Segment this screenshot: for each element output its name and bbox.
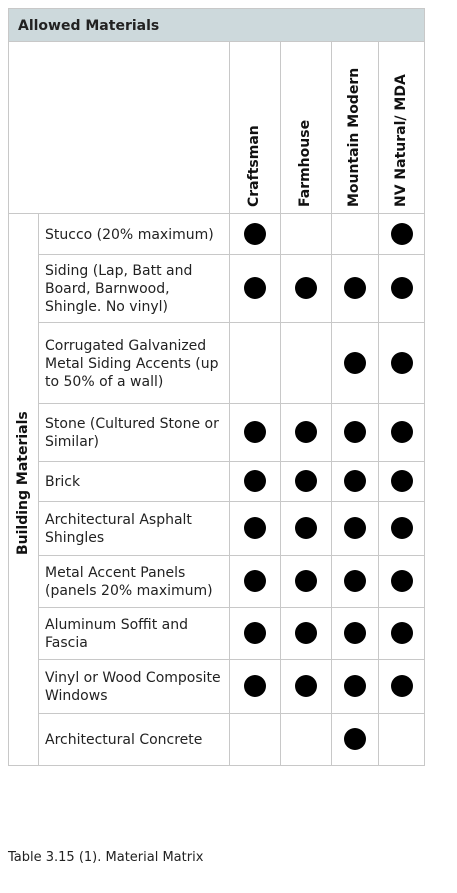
row-divider-4 (38, 501, 425, 502)
category-label: Building Materials (15, 411, 31, 555)
allowed-dot (244, 421, 266, 443)
allowed-dot (344, 517, 366, 539)
allowed-dot (344, 470, 366, 492)
row-label: Stone (Cultured Stone or Similar) (45, 416, 219, 450)
column-header: Mountain Modern (345, 67, 362, 207)
allowed-dot (244, 223, 266, 245)
row-label: Corrugated Galvanized Metal Siding Accents (up to 50% of a wall) (45, 337, 219, 390)
allowed-dot (391, 675, 413, 697)
table-border-bottom (8, 765, 425, 766)
allowed-dot (344, 277, 366, 299)
allowed-dot (391, 277, 413, 299)
row-divider-8 (38, 713, 425, 714)
row-divider-0 (38, 254, 425, 255)
allowed-dot (344, 622, 366, 644)
row-label: Stucco (20% maximum) (45, 226, 214, 243)
header-divider (8, 213, 425, 214)
allowed-dot (344, 570, 366, 592)
allowed-dot (391, 622, 413, 644)
allowed-dot (244, 675, 266, 697)
allowed-dot (391, 421, 413, 443)
allowed-dot (391, 517, 413, 539)
allowed-dot (244, 570, 266, 592)
allowed-dot (295, 517, 317, 539)
table-border-left (8, 42, 9, 765)
allowed-dot (391, 470, 413, 492)
allowed-dot (295, 622, 317, 644)
column-header: Craftsman (245, 125, 262, 207)
allowed-dot (344, 675, 366, 697)
row-divider-5 (38, 555, 425, 556)
allowed-dot (391, 570, 413, 592)
row-divider-2 (38, 403, 425, 404)
table-header-bar (8, 8, 425, 42)
row-divider-6 (38, 607, 425, 608)
allowed-dot (391, 223, 413, 245)
row-label: Architectural Asphalt Shingles (45, 512, 192, 546)
table-caption: Table 3.15 (1). Material Matrix (8, 850, 204, 865)
allowed-dot (244, 517, 266, 539)
allowed-dot (295, 470, 317, 492)
allowed-dot (344, 352, 366, 374)
row-label: Metal Accent Panels (panels 20% maximum) (45, 565, 213, 599)
allowed-dot (344, 728, 366, 750)
allowed-dot (391, 352, 413, 374)
category-divider (38, 213, 39, 765)
row-label: Aluminum Soffit and Fascia (45, 617, 188, 651)
allowed-dot (244, 622, 266, 644)
row-divider-7 (38, 659, 425, 660)
row-label: Vinyl or Wood Composite Windows (45, 670, 221, 704)
row-label: Brick (45, 474, 81, 490)
allowed-dot (344, 421, 366, 443)
allowed-dot (295, 421, 317, 443)
allowed-dot (295, 277, 317, 299)
table-title: Allowed Materials (18, 18, 160, 34)
row-divider-3 (38, 461, 425, 462)
allowed-dot (295, 675, 317, 697)
row-label: Architectural Concrete (45, 732, 203, 748)
column-header: NV Natural/ MDA (392, 74, 409, 207)
row-divider-1 (38, 322, 425, 323)
column-header: Farmhouse (296, 119, 313, 207)
allowed-dot (244, 470, 266, 492)
row-label: Siding (Lap, Batt and Board, Barnwood, Shingle. No vinyl) (45, 263, 193, 315)
allowed-dot (244, 277, 266, 299)
allowed-dot (295, 570, 317, 592)
